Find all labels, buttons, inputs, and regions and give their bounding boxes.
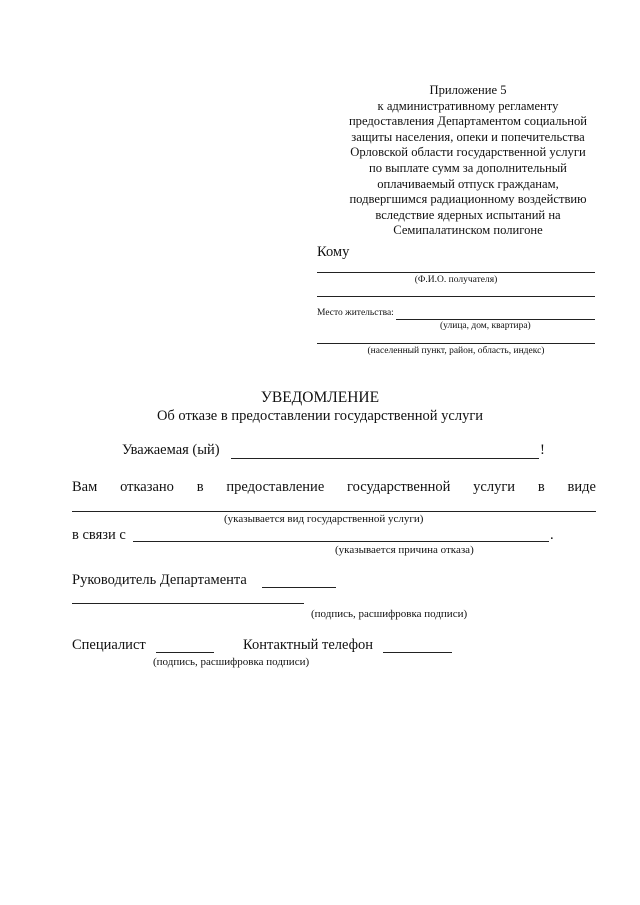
phone-label: Контактный телефон xyxy=(243,637,374,653)
residence-label: Место жительства: xyxy=(317,308,394,318)
service-type-caption: (указывается вид государственной услуги) xyxy=(224,513,424,525)
specialist-caption: (подпись, расшифровка подписи) xyxy=(153,656,310,668)
to-label: Кому xyxy=(317,244,350,260)
refusal-word: в xyxy=(196,479,204,495)
fio-caption: (Ф.И.О. получателя) xyxy=(414,275,498,285)
recipient-name-line[interactable] xyxy=(317,272,595,273)
reason-period: . xyxy=(550,527,554,543)
appendix-line: оплачиваемый отпуск гражданам, xyxy=(377,176,559,191)
recipient-extra-line[interactable] xyxy=(317,296,595,297)
specialist-label: Специалист xyxy=(72,637,146,653)
appendix-line: предоставления Департаментом социальной xyxy=(348,114,588,129)
appendix-line: защиты населения, опеки и попечительства xyxy=(351,129,585,144)
appendix-line: Орловской области государственной услуги xyxy=(350,145,586,160)
appendix-line: Семипалатинском полигоне xyxy=(393,223,543,238)
refusal-word: в xyxy=(537,479,545,495)
appendix-block xyxy=(330,83,606,239)
appendix-line: вследствие ядерных испытаний на xyxy=(375,207,561,222)
refusal-word: Вам xyxy=(72,479,98,495)
refusal-word: отказано xyxy=(120,479,174,495)
refusal-word: виде xyxy=(567,479,596,495)
notice-title: УВЕДОМЛЕНИЕ xyxy=(260,389,380,406)
specialist-signature-line[interactable] xyxy=(156,652,214,653)
greeting-label: Уважаемая (ый) xyxy=(122,442,220,458)
appendix-line: по выплате сумм за дополнительный xyxy=(369,160,567,175)
refusal-word: предоставление xyxy=(226,479,325,495)
refusal-sentence xyxy=(72,479,596,496)
head-caption: (подпись, расшифровка подписи) xyxy=(311,608,468,620)
refusal-word: государственной xyxy=(347,479,451,495)
head-label: Руководитель Департамента xyxy=(72,572,247,588)
locality-caption: (населенный пункт, район, область, индекс) xyxy=(367,346,545,356)
appendix-line: к административному регламенту xyxy=(377,98,559,113)
appendix-line: подвергшимся радиационному воздействию xyxy=(349,192,587,207)
reason-caption: (указывается причина отказа) xyxy=(335,544,474,556)
phone-line[interactable] xyxy=(383,652,452,653)
street-caption: (улица, дом, квартира) xyxy=(440,321,531,331)
residence-street-line[interactable] xyxy=(396,319,595,320)
service-type-line[interactable] xyxy=(72,511,596,512)
appendix-line: Приложение 5 xyxy=(429,83,507,97)
head-signature-line[interactable] xyxy=(72,603,304,604)
refusal-word: услуги xyxy=(473,479,516,495)
greeting-exclamation: ! xyxy=(540,442,545,458)
notice-subtitle: Об отказе в предоставлении государственной услуги xyxy=(156,408,484,424)
residence-locality-line[interactable] xyxy=(317,343,595,344)
head-signature-short-line[interactable] xyxy=(262,587,336,588)
due-to-label: в связи с xyxy=(72,527,126,543)
reason-line[interactable] xyxy=(133,541,549,542)
greeting-name-line[interactable] xyxy=(231,458,539,459)
